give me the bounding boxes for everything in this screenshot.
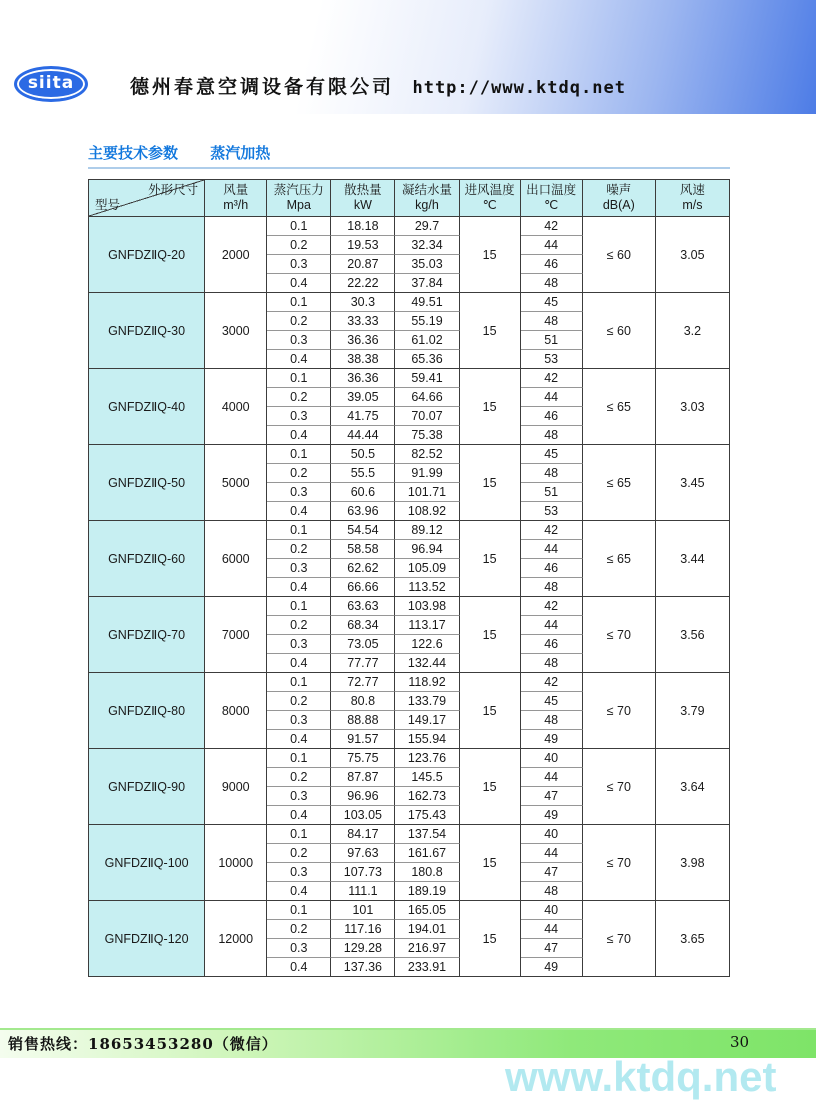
column-header-0: 风量 m³/h [205,180,267,217]
heat-output-cell: 62.62 [331,559,395,578]
outlet-temp-cell: 42 [521,521,583,540]
model-cell: GNFDZⅡQ-80 [89,673,205,749]
steam-pressure-cell: 0.4 [267,350,331,369]
noise-cell: ≤ 70 [583,901,656,977]
steam-pressure-cell: 0.4 [267,958,331,977]
condensate-cell: 175.43 [395,806,459,825]
table-row [89,901,730,920]
outlet-temp-cell: 48 [521,274,583,293]
inlet-temp-cell: 15 [460,597,521,673]
heat-output-cell: 30.3 [331,293,395,312]
title-underline [88,167,730,169]
inlet-temp-cell: 15 [460,901,521,977]
heat-output-cell: 80.8 [331,692,395,711]
logo-text: siita [27,73,75,93]
condensate-cell: 132.44 [395,654,459,673]
noise-cell: ≤ 60 [583,293,656,369]
airflow-cell: 5000 [205,445,267,521]
outlet-temp-cell: 44 [521,768,583,787]
watermark: www.ktdq.net [505,1053,777,1100]
heat-output-cell: 19.53 [331,236,395,255]
steam-pressure-cell: 0.2 [267,464,331,483]
outlet-temp-cell: 49 [521,730,583,749]
heat-output-cell: 41.75 [331,407,395,426]
air-speed-cell: 3.45 [656,445,730,521]
table-row [89,597,730,616]
airflow-cell: 9000 [205,749,267,825]
airflow-cell: 4000 [205,369,267,445]
steam-pressure-cell: 0.1 [267,369,331,388]
steam-pressure-cell: 0.3 [267,559,331,578]
outlet-temp-cell: 47 [521,863,583,882]
noise-cell: ≤ 65 [583,445,656,521]
noise-cell: ≤ 70 [583,825,656,901]
outlet-temp-cell: 46 [521,559,583,578]
condensate-cell: 108.92 [395,502,459,521]
outlet-temp-cell: 47 [521,787,583,806]
steam-pressure-cell: 0.1 [267,293,331,312]
heat-output-cell: 72.77 [331,673,395,692]
model-cell: GNFDZⅡQ-120 [89,901,205,977]
model-cell: GNFDZⅡQ-100 [89,825,205,901]
condensate-cell: 75.38 [395,426,459,445]
condensate-cell: 233.91 [395,958,459,977]
air-speed-cell: 3.79 [656,673,730,749]
steam-pressure-cell: 0.2 [267,844,331,863]
heat-output-cell: 88.88 [331,711,395,730]
outlet-temp-cell: 42 [521,597,583,616]
outlet-temp-cell: 44 [521,540,583,559]
air-speed-cell: 3.2 [656,293,730,369]
column-header-4: 进风温度 ℃ [460,180,521,217]
airflow-cell: 12000 [205,901,267,977]
steam-pressure-cell: 0.1 [267,673,331,692]
outlet-temp-cell: 45 [521,293,583,312]
condensate-cell: 113.17 [395,616,459,635]
heat-output-cell: 87.87 [331,768,395,787]
noise-cell: ≤ 65 [583,521,656,597]
condensate-cell: 37.84 [395,274,459,293]
company-line [130,72,626,99]
outlet-temp-cell: 40 [521,901,583,920]
steam-pressure-cell: 0.2 [267,768,331,787]
section-title-main: 主要技术参数 [88,145,179,162]
outlet-temp-cell: 42 [521,369,583,388]
condensate-cell: 189.19 [395,882,459,901]
table-row [89,673,730,692]
steam-pressure-cell: 0.2 [267,312,331,331]
steam-pressure-cell: 0.4 [267,426,331,445]
steam-pressure-cell: 0.3 [267,331,331,350]
steam-pressure-cell: 0.1 [267,901,331,920]
condensate-cell: 194.01 [395,920,459,939]
heat-output-cell: 60.6 [331,483,395,502]
condensate-cell: 96.94 [395,540,459,559]
steam-pressure-cell: 0.3 [267,255,331,274]
model-cell: GNFDZⅡQ-50 [89,445,205,521]
heat-output-cell: 75.75 [331,749,395,768]
air-speed-cell: 3.56 [656,597,730,673]
steam-pressure-cell: 0.3 [267,635,331,654]
heat-output-cell: 36.36 [331,331,395,350]
condensate-cell: 64.66 [395,388,459,407]
steam-pressure-cell: 0.2 [267,540,331,559]
heat-output-cell: 20.87 [331,255,395,274]
outlet-temp-cell: 46 [521,407,583,426]
company-url: http://www.ktdq.net [412,78,626,98]
steam-pressure-cell: 0.3 [267,787,331,806]
company-name: 德州春意空调设备有限公司 [130,76,395,98]
heat-output-cell: 58.58 [331,540,395,559]
condensate-cell: 137.54 [395,825,459,844]
steam-pressure-cell: 0.2 [267,616,331,635]
heat-output-cell: 54.54 [331,521,395,540]
column-header-3: 凝结水量 kg/h [395,180,459,217]
sales-hotline: 销售热线：18653453280（微信） [8,1035,278,1053]
steam-pressure-cell: 0.4 [267,730,331,749]
column-header-5: 出口温度 ℃ [521,180,583,217]
air-speed-cell: 3.44 [656,521,730,597]
outlet-temp-cell: 51 [521,331,583,350]
model-cell: GNFDZⅡQ-30 [89,293,205,369]
model-cell: GNFDZⅡQ-70 [89,597,205,673]
outlet-temp-cell: 42 [521,673,583,692]
outlet-temp-cell: 48 [521,711,583,730]
outlet-temp-cell: 53 [521,502,583,521]
table-row [89,825,730,844]
spec-table-container [88,179,730,977]
steam-pressure-cell: 0.4 [267,806,331,825]
condensate-cell: 82.52 [395,445,459,464]
page-header [0,0,816,114]
condensate-cell: 133.79 [395,692,459,711]
outlet-temp-cell: 40 [521,825,583,844]
outlet-temp-cell: 48 [521,882,583,901]
outlet-temp-cell: 40 [521,749,583,768]
steam-pressure-cell: 0.4 [267,882,331,901]
steam-pressure-cell: 0.3 [267,711,331,730]
condensate-cell: 61.02 [395,331,459,350]
condensate-cell: 105.09 [395,559,459,578]
steam-pressure-cell: 0.1 [267,217,331,236]
outlet-temp-cell: 48 [521,578,583,597]
outlet-temp-cell: 42 [521,217,583,236]
heat-output-cell: 63.96 [331,502,395,521]
heat-output-cell: 101 [331,901,395,920]
steam-pressure-cell: 0.1 [267,749,331,768]
inlet-temp-cell: 15 [460,369,521,445]
inlet-temp-cell: 15 [460,825,521,901]
steam-pressure-cell: 0.1 [267,825,331,844]
steam-pressure-cell: 0.3 [267,483,331,502]
air-speed-cell: 3.05 [656,217,730,293]
steam-pressure-cell: 0.4 [267,274,331,293]
heat-output-cell: 50.5 [331,445,395,464]
air-speed-cell: 3.65 [656,901,730,977]
steam-pressure-cell: 0.2 [267,236,331,255]
condensate-cell: 180.8 [395,863,459,882]
heat-output-cell: 97.63 [331,844,395,863]
inlet-temp-cell: 15 [460,749,521,825]
air-speed-cell: 3.03 [656,369,730,445]
outlet-temp-cell: 44 [521,844,583,863]
heat-output-cell: 55.5 [331,464,395,483]
steam-pressure-cell: 0.3 [267,863,331,882]
heat-output-cell: 73.05 [331,635,395,654]
airflow-cell: 3000 [205,293,267,369]
outlet-temp-cell: 44 [521,388,583,407]
column-header-7: 风速 m/s [656,180,730,217]
steam-pressure-cell: 0.1 [267,445,331,464]
heat-output-cell: 66.66 [331,578,395,597]
condensate-cell: 89.12 [395,521,459,540]
steam-pressure-cell: 0.4 [267,654,331,673]
condensate-cell: 29.7 [395,217,459,236]
model-cell: GNFDZⅡQ-60 [89,521,205,597]
condensate-cell: 155.94 [395,730,459,749]
outlet-temp-cell: 44 [521,616,583,635]
outlet-temp-cell: 49 [521,806,583,825]
heat-output-cell: 77.77 [331,654,395,673]
condensate-cell: 122.6 [395,635,459,654]
table-row [89,293,730,312]
condensate-cell: 101.71 [395,483,459,502]
airflow-cell: 8000 [205,673,267,749]
heat-output-cell: 117.16 [331,920,395,939]
outlet-temp-cell: 51 [521,483,583,502]
airflow-cell: 2000 [205,217,267,293]
noise-cell: ≤ 65 [583,369,656,445]
condensate-cell: 161.67 [395,844,459,863]
inlet-temp-cell: 15 [460,521,521,597]
heat-output-cell: 38.38 [331,350,395,369]
condensate-cell: 113.52 [395,578,459,597]
corner-header-cell [89,180,205,217]
condensate-cell: 55.19 [395,312,459,331]
condensate-cell: 91.99 [395,464,459,483]
inlet-temp-cell: 15 [460,445,521,521]
siita-logo [14,66,88,102]
column-header-1: 蒸汽压力 Mpa [267,180,331,217]
column-header-6: 噪声 dB(A) [583,180,656,217]
heat-output-cell: 107.73 [331,863,395,882]
outlet-temp-cell: 45 [521,445,583,464]
condensate-cell: 123.76 [395,749,459,768]
air-speed-cell: 3.98 [656,825,730,901]
steam-pressure-cell: 0.2 [267,920,331,939]
model-cell: GNFDZⅡQ-20 [89,217,205,293]
heat-output-cell: 68.34 [331,616,395,635]
heat-output-cell: 91.57 [331,730,395,749]
condensate-cell: 165.05 [395,901,459,920]
condensate-cell: 118.92 [395,673,459,692]
steam-pressure-cell: 0.3 [267,939,331,958]
heat-output-cell: 63.63 [331,597,395,616]
condensate-cell: 65.36 [395,350,459,369]
outlet-temp-cell: 46 [521,635,583,654]
outlet-temp-cell: 46 [521,255,583,274]
corner-bottom-label: 型号 [95,198,121,212]
model-cell: GNFDZⅡQ-90 [89,749,205,825]
noise-cell: ≤ 70 [583,673,656,749]
heat-output-cell: 33.33 [331,312,395,331]
steam-pressure-cell: 0.2 [267,388,331,407]
column-header-2: 散热量 kW [331,180,395,217]
noise-cell: ≤ 70 [583,749,656,825]
table-row [89,749,730,768]
heat-output-cell: 96.96 [331,787,395,806]
heat-output-cell: 129.28 [331,939,395,958]
condensate-cell: 49.51 [395,293,459,312]
heat-output-cell: 44.44 [331,426,395,445]
steam-pressure-cell: 0.3 [267,407,331,426]
heat-output-cell: 103.05 [331,806,395,825]
table-row [89,369,730,388]
inlet-temp-cell: 15 [460,673,521,749]
inlet-temp-cell: 15 [460,293,521,369]
steam-pressure-cell: 0.2 [267,692,331,711]
condensate-cell: 32.34 [395,236,459,255]
steam-pressure-cell: 0.1 [267,521,331,540]
condensate-cell: 216.97 [395,939,459,958]
outlet-temp-cell: 48 [521,426,583,445]
heat-output-cell: 137.36 [331,958,395,977]
heat-output-cell: 39.05 [331,388,395,407]
outlet-temp-cell: 48 [521,654,583,673]
header-row [89,180,730,217]
section-title [88,142,270,163]
heat-output-cell: 22.22 [331,274,395,293]
airflow-cell: 10000 [205,825,267,901]
table-row [89,445,730,464]
corner-top-label: 外形尺寸 [148,183,199,197]
steam-pressure-cell: 0.4 [267,578,331,597]
condensate-cell: 149.17 [395,711,459,730]
model-cell: GNFDZⅡQ-40 [89,369,205,445]
condensate-cell: 59.41 [395,369,459,388]
heat-output-cell: 36.36 [331,369,395,388]
outlet-temp-cell: 44 [521,920,583,939]
outlet-temp-cell: 44 [521,236,583,255]
air-speed-cell: 3.64 [656,749,730,825]
steam-pressure-cell: 0.4 [267,502,331,521]
heat-output-cell: 111.1 [331,882,395,901]
outlet-temp-cell: 47 [521,939,583,958]
heat-output-cell: 84.17 [331,825,395,844]
heat-output-cell: 18.18 [331,217,395,236]
noise-cell: ≤ 60 [583,217,656,293]
noise-cell: ≤ 70 [583,597,656,673]
outlet-temp-cell: 49 [521,958,583,977]
outlet-temp-cell: 48 [521,464,583,483]
spec-table [88,179,730,977]
steam-pressure-cell: 0.1 [267,597,331,616]
table-row [89,217,730,236]
condensate-cell: 162.73 [395,787,459,806]
page-number: 30 [730,1033,750,1051]
condensate-cell: 70.07 [395,407,459,426]
outlet-temp-cell: 53 [521,350,583,369]
airflow-cell: 6000 [205,521,267,597]
airflow-cell: 7000 [205,597,267,673]
inlet-temp-cell: 15 [460,217,521,293]
outlet-temp-cell: 45 [521,692,583,711]
table-row [89,521,730,540]
section-title-sub: 蒸汽加热 [210,145,271,162]
condensate-cell: 103.98 [395,597,459,616]
condensate-cell: 35.03 [395,255,459,274]
outlet-temp-cell: 48 [521,312,583,331]
condensate-cell: 145.5 [395,768,459,787]
